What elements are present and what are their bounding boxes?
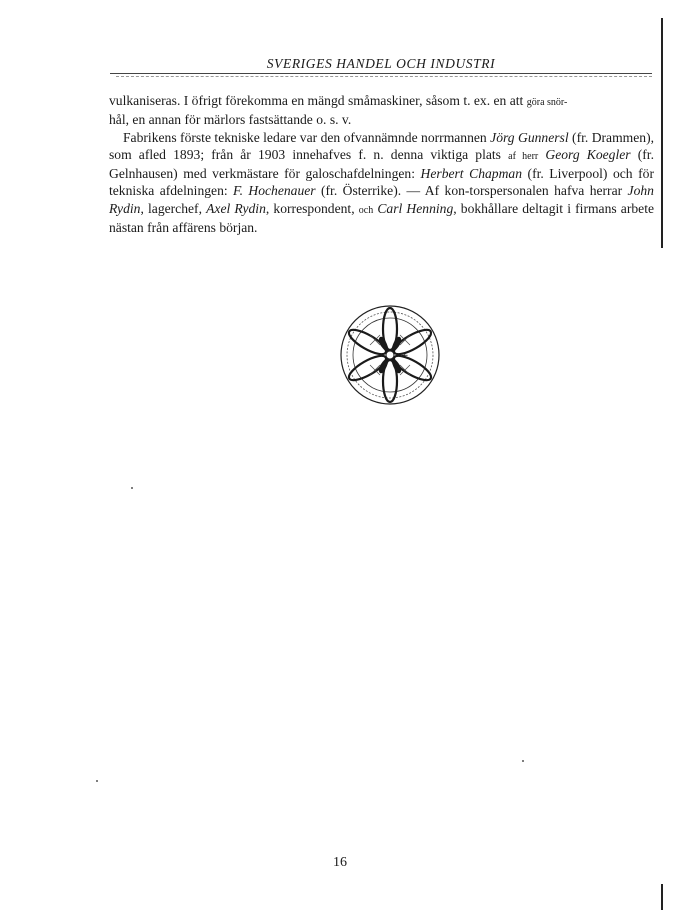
paragraph-1	[109, 92, 654, 129]
ornamental-rosette-emblem	[339, 303, 441, 407]
para2-text-5: (fr. Österrike). — Af kon-torspersonalen hafva herrar	[315, 183, 628, 199]
para1-line1: vulkaniseras. I öfrigt förekomma en mängd småmaskiner, såsom t. ex. en att	[109, 93, 527, 108]
para2-text-8: , bokhållare deltagit i firmans arbete nästan från affärens början.	[109, 200, 655, 236]
para2-text-7-small: och	[358, 204, 374, 216]
scan-speck	[522, 760, 524, 762]
scan-edge-line-bottom	[661, 884, 663, 910]
scan-speck	[131, 487, 133, 489]
name-f-hochenauer: F. Hochenauer	[233, 183, 316, 199]
para2-text-4: (fr. Liverpool) och för tekniska afdelningen:	[109, 166, 654, 199]
svg-text:+: +	[401, 351, 409, 361]
name-axel-rydin: Axel Rydin	[206, 200, 266, 216]
header-rule	[110, 73, 652, 74]
scan-edge-line-top	[661, 18, 663, 248]
para2-text-3: (fr. Gelnhausen) med verkmästare för galoschafdelningen:	[109, 146, 654, 182]
body-text	[109, 92, 654, 236]
header-rule-secondary	[116, 76, 652, 77]
para2-text-2-small: af herr	[508, 150, 539, 162]
name-herbert-chapman: Herbert Chapman	[420, 166, 522, 182]
running-header: SVERIGES HANDEL OCH INDUSTRI	[266, 56, 496, 71]
para1-line2: hål, en annan för märlors fastsättande o. s. v.	[109, 112, 352, 128]
page-number: 16	[333, 855, 347, 870]
name-jorg-gunnersl: Jörg Gunnersl	[490, 129, 569, 145]
name-georg-koegler: Georg Koegler	[545, 146, 631, 162]
paragraph-2	[109, 129, 654, 237]
para1-line1-small: göra snör-	[526, 97, 568, 108]
scan-speck	[96, 780, 98, 782]
para2-text-7: , korrespondent,	[265, 200, 359, 216]
para2-text-1: Fabrikens förste tekniske ledare var den ofvannämnde norrmannen	[123, 129, 491, 145]
name-carl-henning: Carl Henning	[377, 200, 454, 216]
para2-text-2: (fr. Drammen), som afled 1893; från år 1903 innehafves f. n. denna viktiga plats	[109, 129, 654, 162]
name-john-rydin: John Rydin	[109, 183, 654, 216]
para2-text-6: , lagerchef,	[140, 200, 207, 216]
